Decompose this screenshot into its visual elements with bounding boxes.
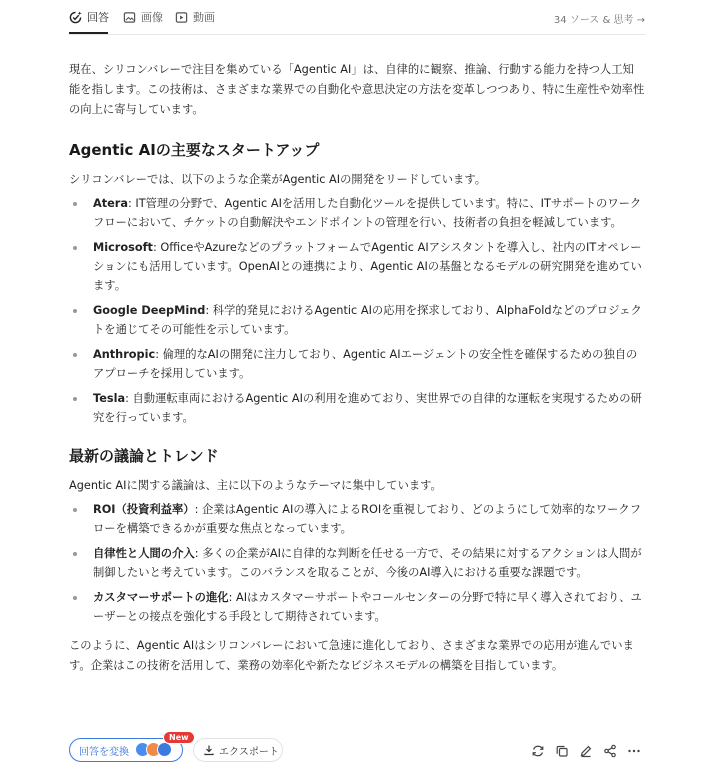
list-item-text: : IT管理の分野で、Agentic AIを活用した自動化ツールを提供しています。特に、ITサポートのワークフローにおいて、チケットの自動解決やエンドポイントの管理を行い、技術者の負担を軽減しています。 bbox=[93, 197, 642, 229]
list-item bbox=[69, 301, 645, 339]
tab-videos[interactable] bbox=[175, 9, 215, 25]
tab-answer-label: 回答 bbox=[87, 11, 109, 24]
list-item-text: : 企業はAgentic AIの導入によるROIを重視しており、どのようにして効率的なワークフローを構築できるかが重要な焦点となっています。 bbox=[93, 503, 642, 535]
answer-actions bbox=[521, 743, 641, 757]
share-icon[interactable] bbox=[603, 743, 617, 757]
bullet-dot bbox=[73, 508, 77, 512]
list-item-term: Microsoft bbox=[93, 241, 153, 254]
section-lead-trends: Agentic AIに関する議論は、主に以下のようなテーマに集中しています。 bbox=[69, 479, 442, 492]
bullet-dot bbox=[73, 202, 77, 206]
export-button[interactable] bbox=[193, 738, 283, 762]
sources-link[interactable]: 34 ソース & 思考 → bbox=[553, 15, 645, 26]
active-tab-indicator bbox=[69, 32, 108, 34]
section-heading-startups: Agentic AIの主要なスタートアップ bbox=[69, 141, 320, 159]
section-lead-startups: シリコンバレーでは、以下のような企業がAgentic AIの開発をリードしています。 bbox=[69, 173, 487, 186]
list-item-term: ROI（投資利益率） bbox=[93, 503, 195, 516]
intro-paragraph: 現在、シリコンバレーで注目を集めている「Agentic AI」は、自律的に観察、推論、行動する能力を持つ人工知能を指します。この技術は、さまざまな業界での自動化や意思決定の方法を変革しつつあり、特に生産性や効率性の向上に寄与しています。 bbox=[69, 63, 645, 116]
edit-icon[interactable] bbox=[579, 743, 593, 757]
list-item-text: : AIはカスタマーサポートやコールセンターの分野で特に早く導入されており、ユーザーとの接点を強化する手段として期待されています。 bbox=[93, 591, 642, 623]
video-play-icon bbox=[175, 11, 188, 24]
bullet-dot bbox=[73, 552, 77, 556]
image-icon bbox=[123, 11, 136, 24]
tab-answer[interactable] bbox=[69, 9, 109, 25]
list-item-text: : OfficeやAzureなどのプラットフォームでAgentic AIアシスタントを導入し、社内のITオペレーションにも活用しています。OpenAIとの連携により、Agentic AIの基盤となるモデルの研究開発を進めています。 bbox=[93, 241, 642, 292]
tab-images-label: 画像 bbox=[141, 11, 163, 24]
format-icons bbox=[135, 742, 172, 757]
bullet-dot bbox=[73, 596, 77, 600]
new-badge: New bbox=[163, 731, 195, 744]
list-item bbox=[69, 238, 645, 295]
answer-content bbox=[69, 60, 645, 676]
download-icon bbox=[203, 744, 215, 756]
startup-list bbox=[69, 194, 645, 427]
list-item bbox=[69, 194, 645, 232]
bullet-dot bbox=[73, 353, 77, 357]
list-item-term: 自律性と人間の介入 bbox=[93, 547, 195, 560]
list-item bbox=[69, 588, 645, 626]
conclusion-paragraph: このように、Agentic AIはシリコンバレーにおいて急速に進化しており、さまざまな業界での応用が進んでいます。企業はこの技術を活用して、業務の効率化や新たなビジネスモデルの構築を目指しています。 bbox=[69, 639, 634, 672]
more-icon[interactable] bbox=[627, 743, 641, 757]
bullet-dot bbox=[73, 397, 77, 401]
bullet-dot bbox=[73, 309, 77, 313]
list-item bbox=[69, 500, 645, 538]
list-item-term: Atera bbox=[93, 197, 128, 210]
section-heading-trends: 最新の議論とトレンド bbox=[69, 447, 219, 465]
tab-videos-label: 動画 bbox=[193, 11, 215, 24]
list-item-text: : 多くの企業がAIに自律的な判断を任せる一方で、その結果に対するアクションは人間が制御したいと考えています。このバランスを取ることが、今後のAI導入における重要な課題です。 bbox=[93, 547, 642, 579]
convert-answer-label: 回答を変換 bbox=[79, 746, 129, 758]
list-item bbox=[69, 345, 645, 383]
list-item-text: : 科学的発見におけるAgentic AIの応用を探求しており、AlphaFoldなどのプロジェクトを通じてその可能性を示しています。 bbox=[93, 304, 642, 336]
list-item-term: Anthropic bbox=[93, 348, 156, 361]
trend-list bbox=[69, 500, 645, 626]
result-tabs bbox=[69, 0, 645, 35]
edit-format-icon bbox=[157, 742, 172, 757]
list-item-text: : 自動運転車両におけるAgentic AIの利用を進めており、実世界での自律的な運転を実現するための研究を行っています。 bbox=[93, 392, 642, 424]
tab-images[interactable] bbox=[123, 9, 163, 25]
list-item-term: Google DeepMind bbox=[93, 304, 206, 317]
answer-footer bbox=[69, 733, 645, 762]
refresh-icon[interactable] bbox=[531, 743, 545, 757]
list-item-text: : 倫理的なAIの開発に注力しており、Agentic AIエージェントの安全性を確保するための独自のアプローチを採用しています。 bbox=[93, 348, 638, 380]
list-item bbox=[69, 544, 645, 582]
copy-icon[interactable] bbox=[555, 743, 569, 757]
list-item bbox=[69, 389, 645, 427]
export-label: エクスポート bbox=[219, 746, 279, 758]
list-item-term: カスタマーサポートの進化 bbox=[93, 591, 229, 604]
sparkle-answer-icon bbox=[69, 11, 82, 24]
bullet-dot bbox=[73, 246, 77, 250]
list-item-term: Tesla bbox=[93, 392, 126, 405]
